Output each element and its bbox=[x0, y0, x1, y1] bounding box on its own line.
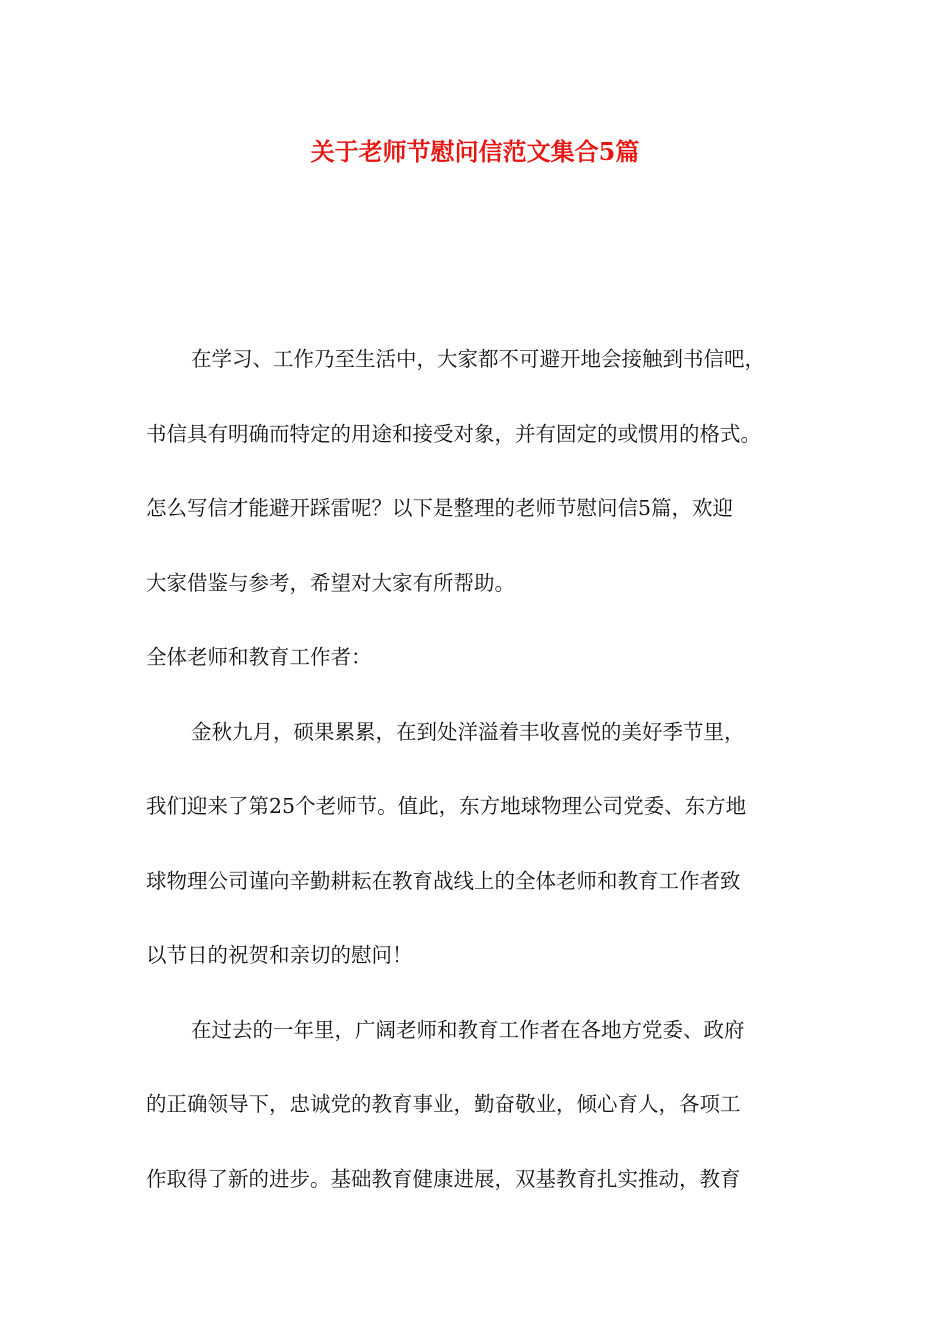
paragraph-line: 以节日的祝贺和亲切的慰问！ bbox=[146, 943, 413, 967]
paragraph-line: 书信具有明确而特定的用途和接受对象，并有固定的或惯用的格式。 bbox=[146, 421, 761, 446]
paragraph-line: 球物理公司谨向辛勤耕耘在教育战线上的全体老师和教育工作者致 bbox=[146, 868, 741, 893]
paragraph-line: 我们迎来了第25个老师节。值此，东方地球物理公司党委、东方地 bbox=[146, 794, 747, 818]
paragraph-line: 的正确领导下，忠诚党的教育事业，勤奋敬业，倾心育人，各项工 bbox=[146, 1092, 741, 1116]
paragraph-line: 作取得了新的进步。基础教育健康进展，双基教育扎实推动，教育 bbox=[146, 1166, 741, 1191]
paragraph-line: 金秋九月，硕果累累，在到处洋溢着丰收喜悦的美好季节里， bbox=[191, 719, 745, 744]
paragraph-line: 在学习、工作乃至生活中，大家都不可避开地会接触到书信吧， bbox=[191, 347, 765, 371]
document-title: 关于老师节慰问信范文集合5篇 bbox=[310, 137, 640, 166]
paragraph-line: 大家借鉴与参考，希望对大家有所帮助。 bbox=[146, 570, 515, 595]
salutation-line: 全体老师和教育工作者： bbox=[146, 645, 372, 669]
paragraph-line: 怎么写信才能避开踩雷呢？以下是整理的老师节慰问信5篇，欢迎 bbox=[146, 496, 734, 520]
document-body bbox=[146, 322, 818, 1216]
paragraph-line: 在过去的一年里，广阔老师和教育工作者在各地方党委、政府 bbox=[191, 1017, 745, 1042]
